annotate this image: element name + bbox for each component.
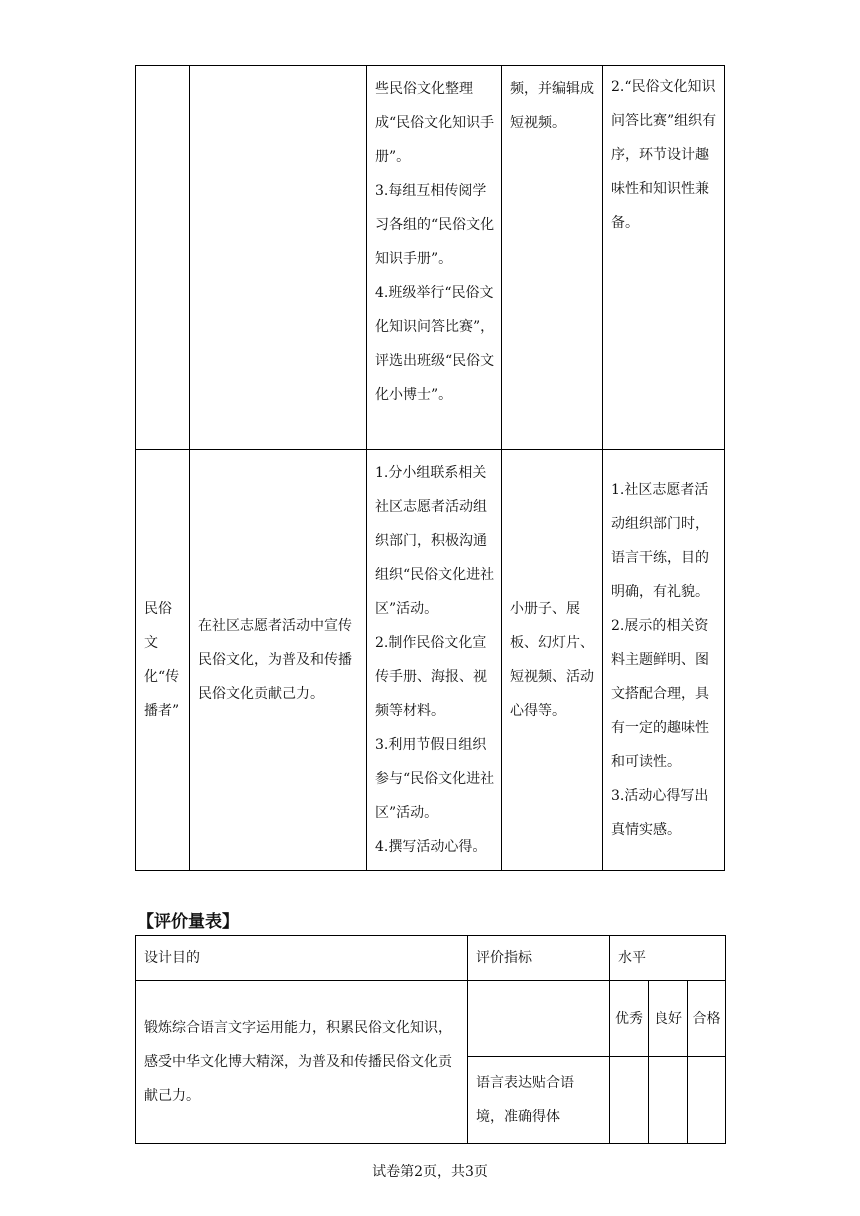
header-level: 水平 [610,936,726,981]
page-footer: 试卷第2页，共3页 [372,1164,488,1180]
evaluation-table [135,935,726,1144]
cell-tasks: 1.分小组联系相关社区志愿者活动组织部门，积极沟通组织“民俗文化进社区”活动。 2.制作民俗文化宣传手册、海报、视频等材料。 3.利用节假日组织参与“民俗文化进社区”活动。 4.撰写活动心得。 [367,450,502,871]
activity-table [135,65,725,871]
purpose-cell: 锻炼综合语言文字运用能力，积累民俗文化知识，感受中华文化博大精深，为普及和传播民俗文化贡献己力。 [136,981,468,1144]
score-cell [649,1057,688,1144]
table-row [136,66,725,450]
section-heading: 【评价量表】 [137,912,239,932]
header-purpose: 设计目的 [136,936,468,981]
level-good: 良好 [649,981,688,1057]
cell-criteria: 1.社区志愿者活动组织部门时，语言干练，目的明确，有礼貌。 2.展示的相关资料主题鲜明、图文搭配合理，具有一定的趣味性和可读性。 3.活动心得写出真情实感。 [603,450,725,871]
level-pass: 合格 [688,981,726,1057]
cell-outputs: 频，并编辑成短视频。 [502,66,603,450]
level-excellent: 优秀 [610,981,649,1057]
cell-criteria: 2.“民俗文化知识问答比赛”组织有序，环节设计趣味性和知识性兼备。 [603,66,725,450]
table-row [136,981,726,1057]
header-indicator: 评价指标 [468,936,610,981]
indicator-cell: 语言表达贴合语境，准确得体 [468,1057,610,1144]
cell-stage [136,66,190,450]
cell-stage: 民俗文化“传播者” [136,450,190,871]
score-cell [688,1057,726,1144]
cell-tasks: 些民俗文化整理成“民俗文化知识手册”。 3.每组互相传阅学习各组的“民俗文化知识手册”。 4.班级举行“民俗文化知识问答比赛”，评选出班级“民俗文化小博士”。 [367,66,502,450]
indicator-empty [468,981,610,1057]
cell-goal: 在社区志愿者活动中宣传民俗文化，为普及和传播民俗文化贡献己力。 [190,450,367,871]
table-row [136,936,726,981]
cell-goal [190,66,367,450]
score-cell [610,1057,649,1144]
cell-outputs: 小册子、展板、幻灯片、短视频、活动心得等。 [502,450,603,871]
table-row [136,450,725,871]
